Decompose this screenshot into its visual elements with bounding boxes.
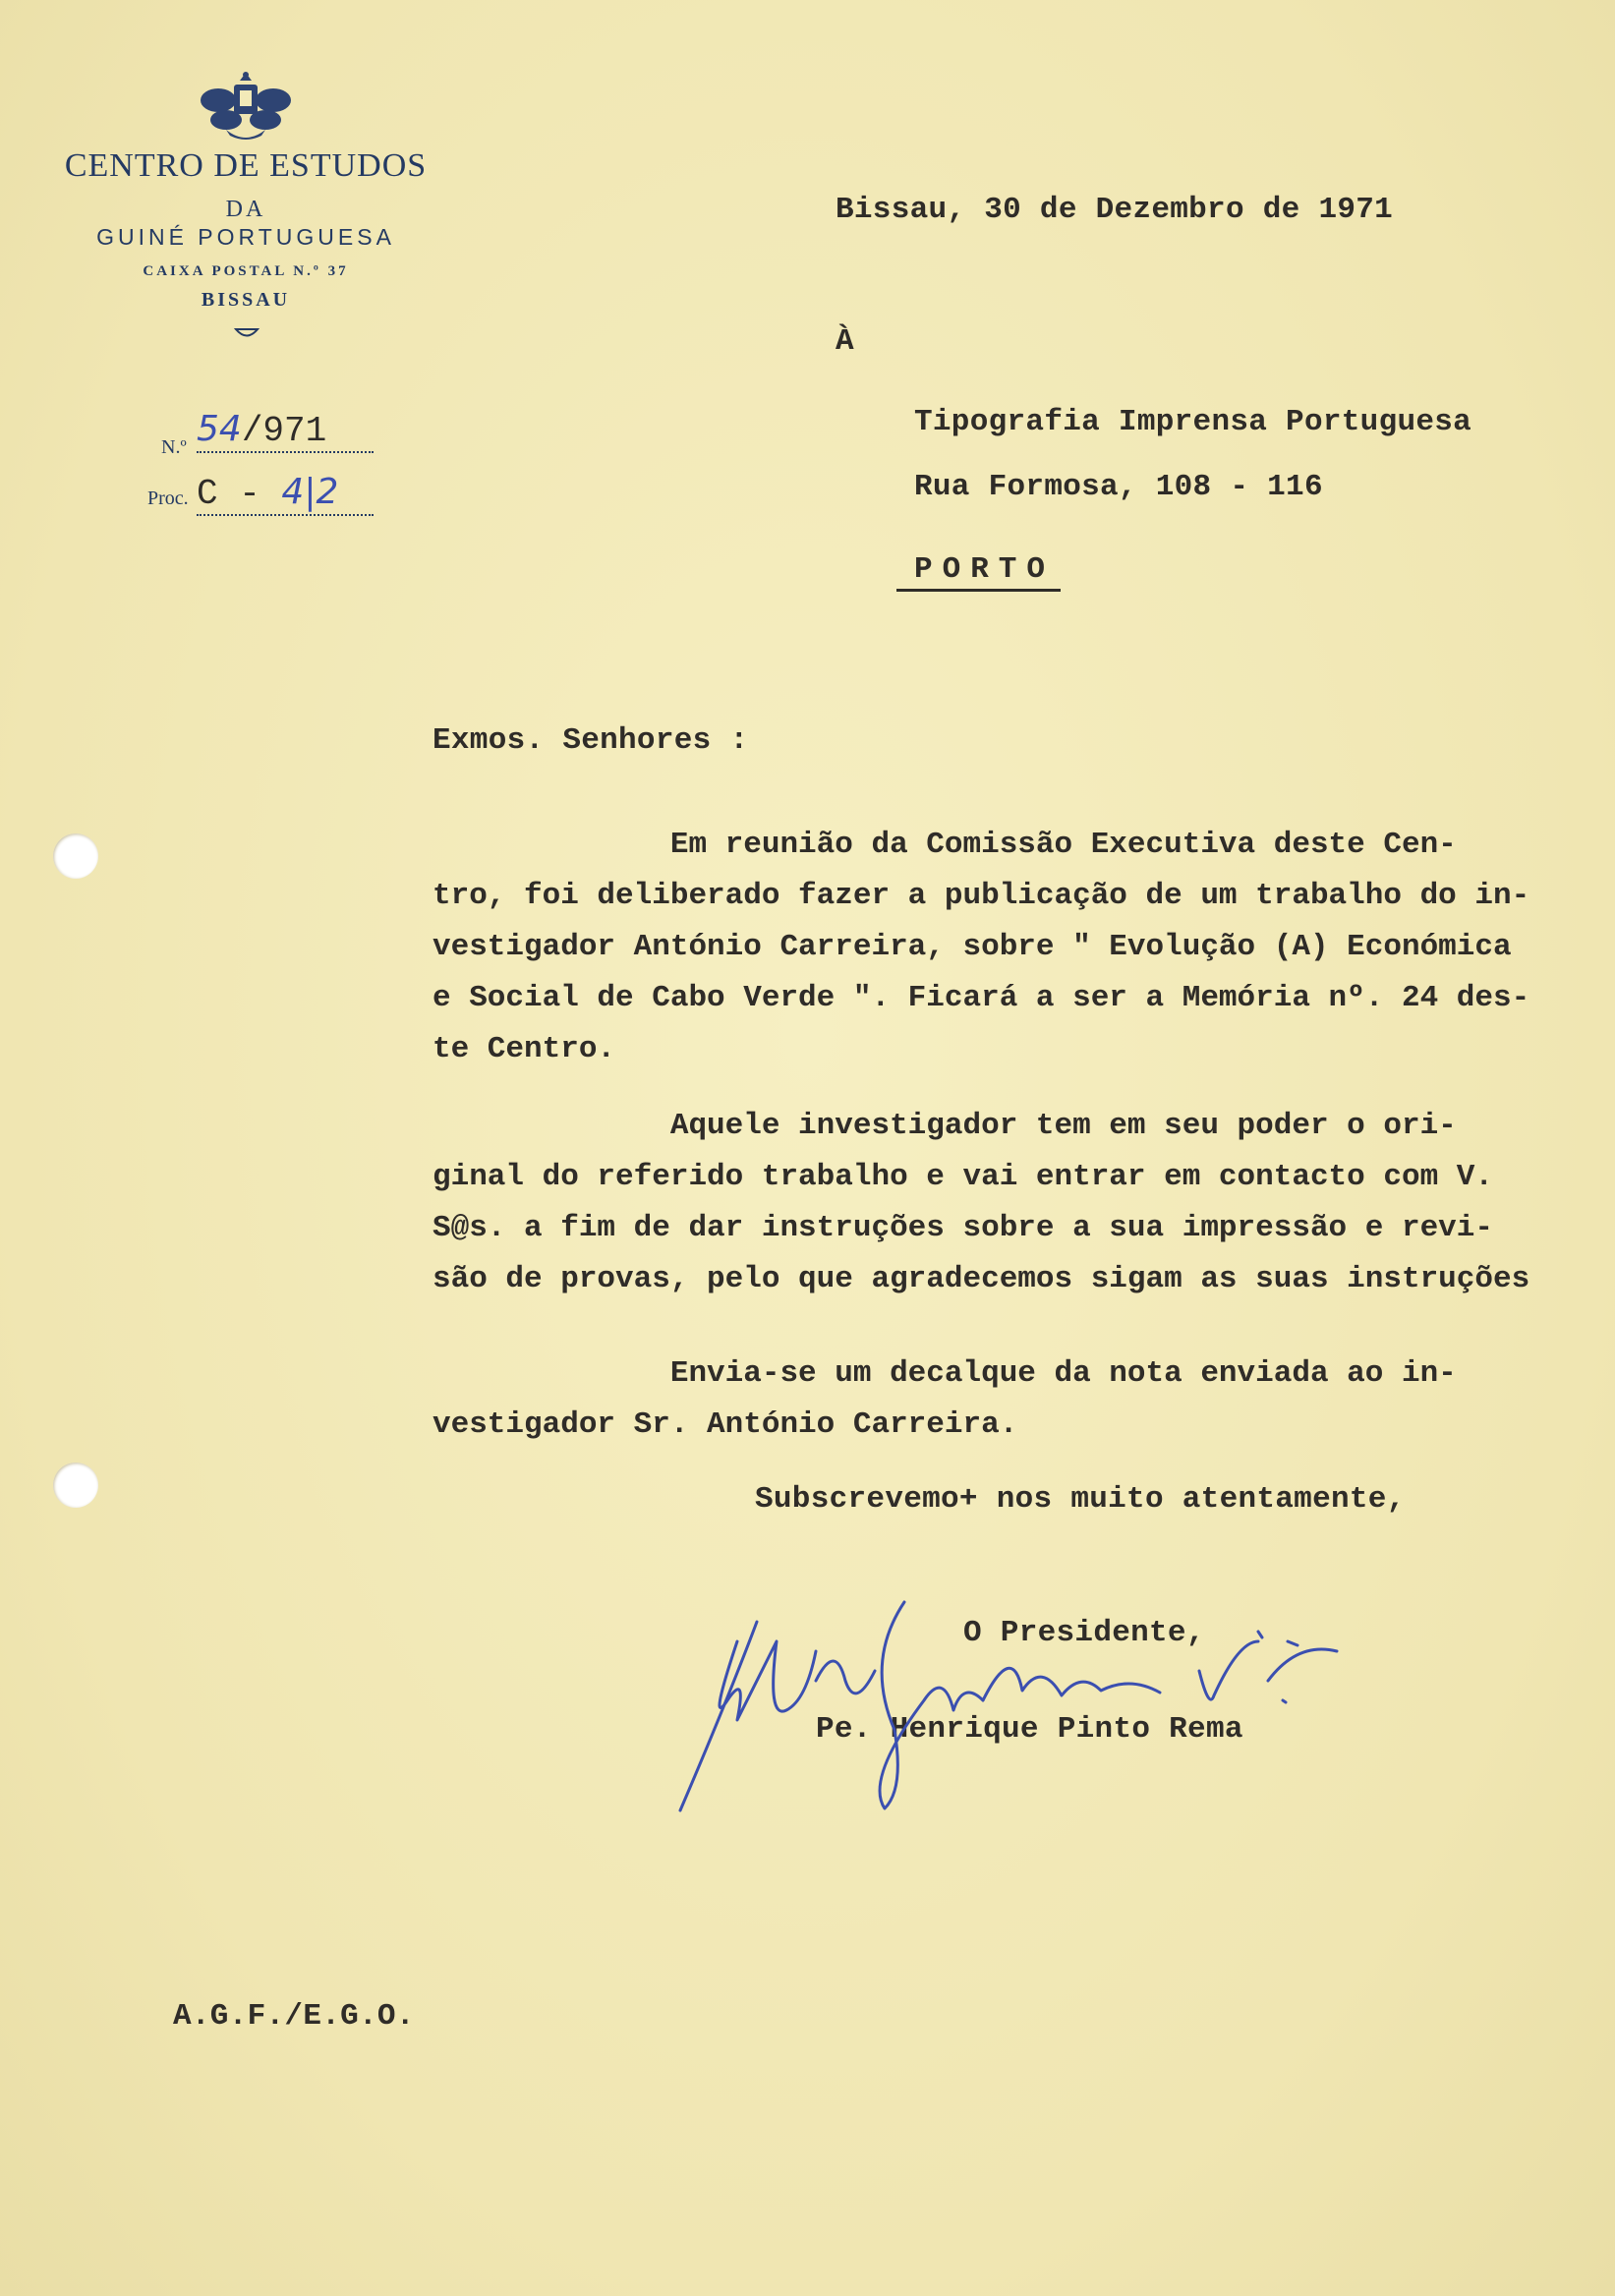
- handwritten-signature: [668, 1582, 1474, 1828]
- reference-number-label: N.º: [161, 436, 187, 458]
- process-label: Proc.: [147, 488, 189, 509]
- typist-initials: A.G.F./E.G.O.: [173, 1999, 415, 2034]
- signature-title: O Presidente,: [963, 1616, 1205, 1650]
- letter-date: Bissau, 30 de Dezembro de 1971: [836, 193, 1394, 227]
- reference-number-typed: /971: [241, 411, 327, 451]
- process-value: [197, 472, 374, 516]
- process-typed: C -: [197, 474, 260, 514]
- letterhead-region: GUINÉ PORTUGUESA: [96, 224, 395, 250]
- punch-hole: [53, 1463, 98, 1508]
- salutation: Exmos. Senhores :: [433, 723, 749, 758]
- addressee-prefix: À: [836, 324, 854, 359]
- reference-number-value: [197, 409, 374, 453]
- recipient-name: Tipografia Imprensa Portuguesa: [914, 405, 1472, 439]
- paragraph-2: Aquele investigador tem em seu poder o ori- ginal do referido trabalho e vai entrar em contacto com V. S@s. a fim de dar instruções sobre a sua impressão e revi- são de provas, pelo que agradecemos sigam as suas instruções: [433, 1109, 1530, 1296]
- letterhead-title: CENTRO DE ESTUDOS: [64, 147, 428, 184]
- letterhead-da: DA: [225, 197, 266, 222]
- ornament-icon: [234, 326, 260, 340]
- reference-number-handwritten: 54: [197, 409, 242, 449]
- closing-line: Subscrevemo+ nos muito atentamente,: [755, 1482, 1406, 1517]
- punch-hole: [53, 833, 98, 879]
- recipient-city: PORTO: [896, 552, 1061, 592]
- letterhead-postal: CAIXA POSTAL N.º 37: [143, 263, 349, 279]
- process-handwritten: 4|2: [281, 472, 339, 512]
- recipient-street: Rua Formosa, 108 - 116: [914, 470, 1323, 504]
- paragraph-1: Em reunião da Comissão Executiva deste Cen- tro, foi deliberado fazer a publicação de um trabalho do in- vestigador António Carreira, sobre " Evolução (A) Económica e Social de Cabo Verde ". Ficará a ser a Memória nº. 24 des- te Centro.: [433, 828, 1530, 1066]
- letterhead-city: BISSAU: [201, 289, 291, 311]
- signer-name: Pe. Henrique Pinto Rema: [816, 1712, 1243, 1747]
- coat-of-arms-icon: [197, 71, 295, 145]
- paragraph-3: Envia-se um decalque da nota enviada ao in- vestigador Sr. António Carreira.: [433, 1356, 1457, 1442]
